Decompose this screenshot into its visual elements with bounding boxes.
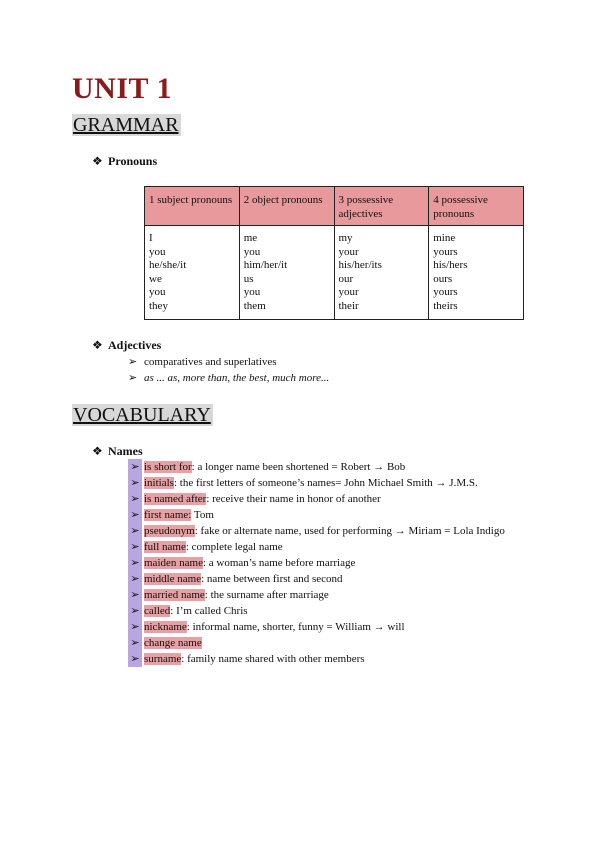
vocabulary-heading: VOCABULARY (73, 404, 211, 426)
vocab-definition: : a longer name been shortened = Robert → Bob (191, 461, 406, 473)
names-list (128, 459, 528, 667)
cell-value: his/her/its (338, 259, 382, 271)
arrow-bullet-icon: ➢ (128, 523, 142, 539)
vocab-term: middle name (144, 573, 202, 585)
grammar-heading: GRAMMAR (73, 114, 179, 136)
vocab-term: pseudonym (144, 525, 195, 537)
arrow-bullet-icon: ➢ (128, 651, 142, 667)
pronouns-label: Pronouns (108, 154, 158, 168)
arrow-bullet-icon: ➢ (128, 539, 142, 555)
cell-value: theirs (433, 299, 458, 312)
vocab-term: married name (144, 589, 205, 601)
vocab-definition: : I’m called Chris (170, 605, 248, 617)
vocab-definition: : a woman’s name before marriage (202, 557, 356, 569)
arrow-bullet-icon: ➢ (128, 459, 142, 475)
cell-value: them (243, 299, 266, 312)
vocab-definition: : the first letters of someone’s names= John Michael Smith → J.M.S. (173, 477, 478, 489)
arrow-bullet-icon: ➢ (128, 372, 138, 384)
cell-value: I (149, 232, 153, 244)
subject-pronouns-cell (145, 226, 240, 320)
list-item-text: comparatives and superlatives (144, 356, 277, 368)
list-item (128, 354, 329, 370)
list-item (128, 571, 528, 587)
header-subject-pronouns: 1 subject pronouns (145, 187, 240, 226)
table-body-row (145, 226, 524, 320)
adjectives-bullet (92, 338, 161, 353)
vocab-term: full name (144, 541, 186, 553)
vocab-term: initials (144, 477, 174, 489)
list-item (128, 587, 528, 603)
list-item (128, 555, 528, 571)
vocab-term: maiden name (144, 557, 203, 569)
cell-value: mine (433, 232, 456, 244)
vocab-definition: : name between first and second (201, 573, 343, 585)
list-item (128, 651, 528, 667)
cell-value: yours (433, 245, 458, 258)
arrow-bullet-icon: ➢ (128, 356, 138, 368)
arrow-bullet-icon: ➢ (128, 507, 142, 523)
list-item (128, 523, 528, 539)
names-label: Names (108, 444, 143, 458)
list-item (128, 539, 528, 555)
vocab-term: called (144, 605, 171, 617)
arrow-bullet-icon: ➢ (128, 475, 142, 491)
cell-value: you (149, 286, 166, 298)
diamond-bullet-icon: ❖ (92, 154, 103, 168)
possessive-pronouns-cell (429, 226, 524, 320)
arrow-bullet-icon: ➢ (128, 619, 142, 635)
cell-value: your (338, 245, 359, 258)
vocab-term: is short for (144, 461, 192, 473)
vocab-definition: : the surname after marriage (204, 589, 329, 601)
vocab-definition: : complete legal name (185, 541, 283, 553)
cell-value: we (149, 272, 162, 285)
arrow-bullet-icon: ➢ (128, 635, 142, 651)
object-pronouns-cell (239, 226, 334, 320)
cell-value: your (338, 286, 359, 298)
cell-value: our (338, 272, 354, 285)
vocab-term: nickname (144, 621, 187, 633)
cell-value: you (243, 245, 261, 258)
list-item (128, 459, 528, 475)
table-header-row (145, 187, 524, 226)
cell-value: my (338, 232, 353, 244)
list-item (128, 491, 528, 507)
adjectives-label: Adjectives (108, 338, 162, 352)
vocab-definition: : receive their name in honor of another (206, 493, 381, 505)
list-item (128, 507, 528, 523)
cell-value: his/hers (433, 259, 468, 271)
cell-value: he/she/it (149, 259, 187, 271)
arrow-bullet-icon: ➢ (128, 571, 142, 587)
cell-value: you (243, 286, 261, 298)
header-possessive-adjectives: 3 possessive adjectives (334, 187, 429, 226)
vocab-definition: : informal name, shorter, funny = William → will (186, 621, 405, 633)
cell-value: their (338, 299, 359, 312)
vocab-term: change name (144, 637, 202, 649)
list-item (128, 475, 528, 491)
cell-value: ours (433, 272, 453, 285)
vocab-term: surname (144, 653, 182, 665)
cell-value: him/her/it (243, 259, 288, 271)
cell-value: me (243, 232, 258, 244)
cell-value: you (149, 245, 166, 258)
diamond-bullet-icon: ❖ (92, 444, 103, 458)
possessive-adjectives-cell (334, 226, 429, 320)
list-item (128, 370, 329, 386)
unit-title: UNIT 1 (72, 72, 172, 105)
list-item (128, 603, 528, 619)
cell-value: yours (433, 286, 458, 298)
names-bullet (92, 444, 143, 459)
cell-value: us (243, 272, 254, 285)
list-item (128, 619, 528, 635)
vocab-definition: : fake or alternate name, used for performing → Miriam = Lola Indigo (194, 525, 505, 537)
adjectives-list (128, 354, 329, 386)
arrow-bullet-icon: ➢ (128, 491, 142, 507)
vocab-definition: Tom (191, 509, 214, 521)
pronouns-bullet (92, 154, 157, 169)
arrow-bullet-icon: ➢ (128, 603, 142, 619)
pronouns-table (144, 186, 524, 320)
list-item (128, 635, 528, 651)
diamond-bullet-icon: ❖ (92, 338, 103, 352)
vocab-definition: : family name shared with other members (181, 653, 365, 665)
vocab-term: is named after (144, 493, 207, 505)
arrow-bullet-icon: ➢ (128, 587, 142, 603)
vocab-term: first name: (144, 509, 192, 521)
list-item-text: as ... as, more than, the best, much more... (144, 372, 330, 384)
arrow-bullet-icon: ➢ (128, 555, 142, 571)
cell-value: they (149, 299, 168, 312)
header-possessive-pronouns: 4 possessive pronouns (429, 187, 524, 226)
header-object-pronouns: 2 object pronouns (239, 187, 334, 226)
